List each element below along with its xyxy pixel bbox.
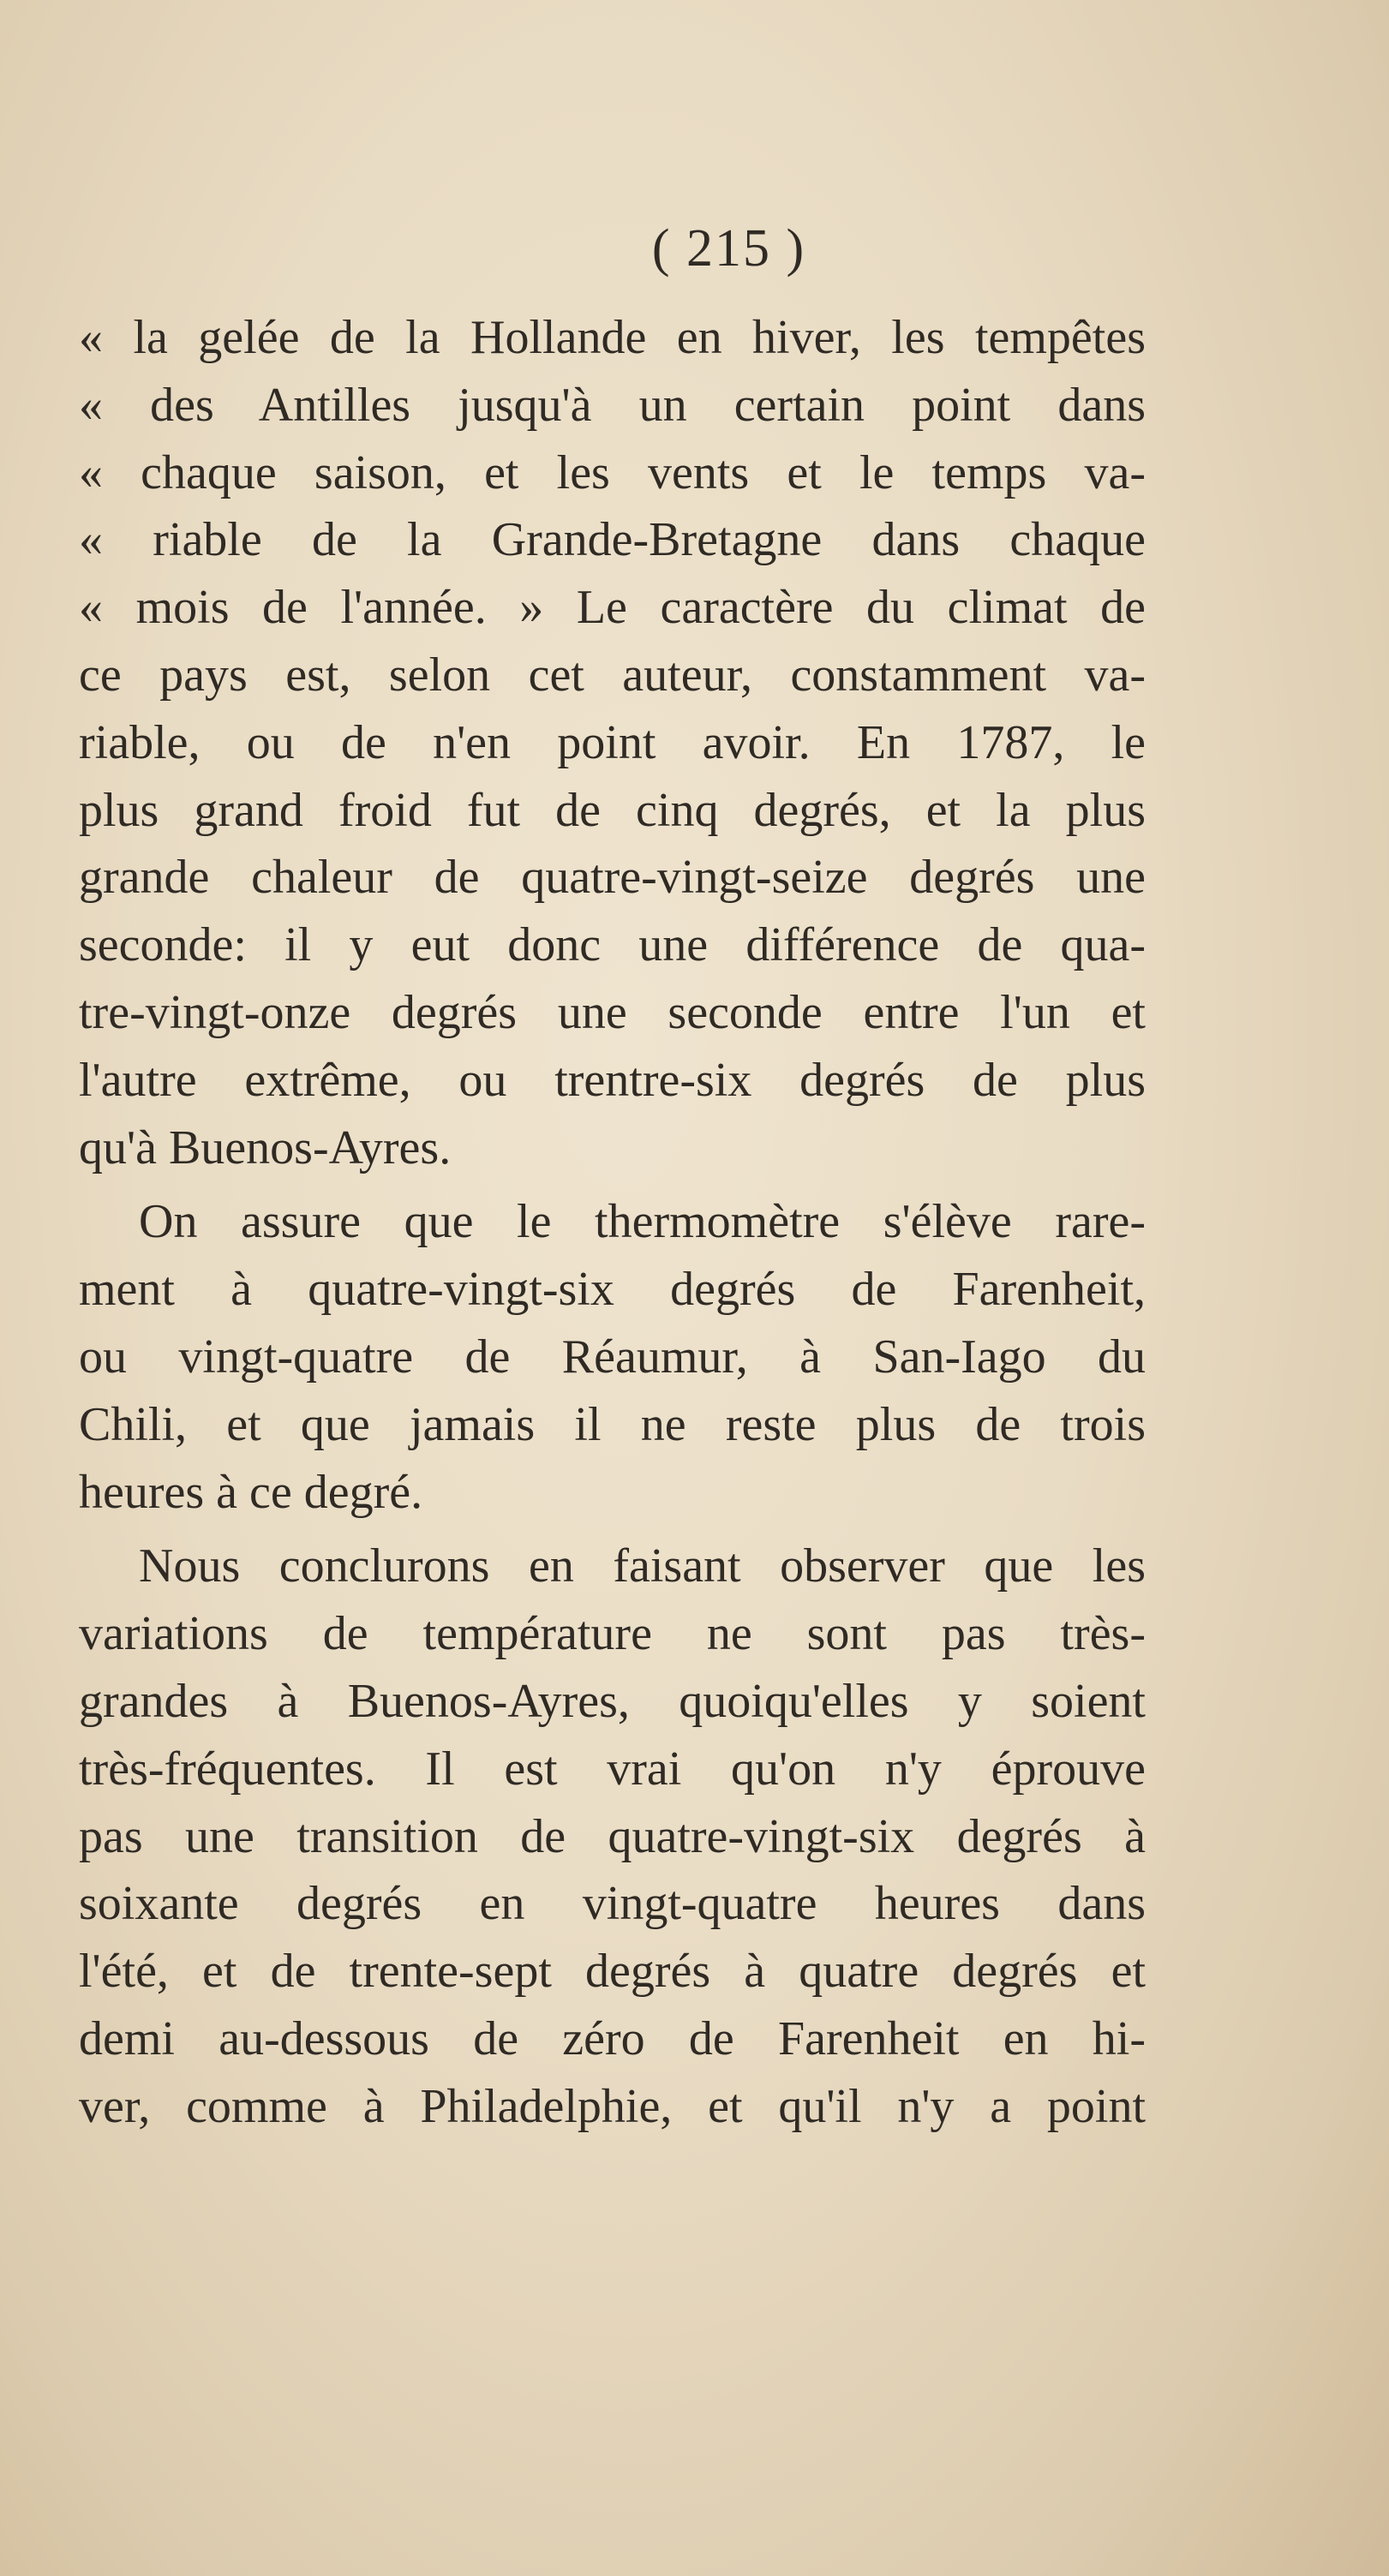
text-line: pas une transition de quatre-vingt-six degrés à xyxy=(79,1809,1146,1863)
text-line: ment à quatre-vingt-six degrés de Farenheit, xyxy=(79,1263,1146,1317)
paragraph xyxy=(79,304,1146,1181)
text-line: ce pays est, selon cet auteur, constamment va- xyxy=(79,648,1146,702)
text-line: « chaque saison, et les vents et le temps va- xyxy=(79,445,1146,499)
text-line: ou vingt-quatre de Réaumur, à San-Iago du xyxy=(79,1330,1146,1384)
text-line: « riable de la Grande-Bretagne dans chaque xyxy=(79,513,1146,567)
text-line: tre-vingt-onze degrés une seconde entre l'un et xyxy=(79,985,1146,1039)
text-line: « la gelée de la Hollande en hiver, les tempêtes xyxy=(79,311,1146,364)
text-line: l'autre extrême, ou trentre-six degrés de plus xyxy=(79,1053,1146,1107)
text-line: Chili, et que jamais il ne reste plus de trois xyxy=(79,1397,1146,1451)
text-line: l'été, et de trente-sept degrés à quatre degrés et xyxy=(79,1945,1146,1999)
text-line: grande chaleur de quatre-vingt-seize degrés une xyxy=(79,851,1146,905)
text-line: très-fréquentes. Il est vrai qu'on n'y éprouve xyxy=(79,1742,1146,1796)
text-line: plus grand froid fut de cinq degrés, et la plus xyxy=(79,783,1146,837)
paragraph xyxy=(79,1533,1146,2140)
text-line: variations de température ne sont pas très- xyxy=(79,1607,1146,1661)
text-line: On assure que le thermomètre s'élève rare- xyxy=(139,1195,1146,1249)
text-line: riable, ou de n'en point avoir. En 1787, le xyxy=(79,715,1146,769)
text-line: « des Antilles jusqu'à un certain point dans xyxy=(79,378,1146,432)
text-line: demi au-dessous de zéro de Farenheit en hi- xyxy=(79,2011,1146,2065)
text-line: « mois de l'année. » Le caractère du climat de xyxy=(79,581,1146,635)
text-line: ver, comme à Philadelphie, et qu'il n'y a point xyxy=(79,2079,1146,2133)
page-number: ( 215 ) xyxy=(651,219,806,278)
text-line: qu'à Buenos-Ayres. xyxy=(79,1121,452,1174)
body-text xyxy=(79,304,1146,2141)
text-line: grandes à Buenos-Ayres, quoiqu'elles y soient xyxy=(79,1674,1146,1728)
text-line: Nous conclurons en faisant observer que les xyxy=(139,1539,1146,1593)
text-line: heures à ce degré. xyxy=(79,1465,423,1519)
text-line: soixante degrés en vingt-quatre heures dans xyxy=(79,1877,1146,1931)
paragraph xyxy=(79,1188,1146,1526)
text-line: seconde: il y eut donc une différence de qua- xyxy=(79,918,1146,972)
